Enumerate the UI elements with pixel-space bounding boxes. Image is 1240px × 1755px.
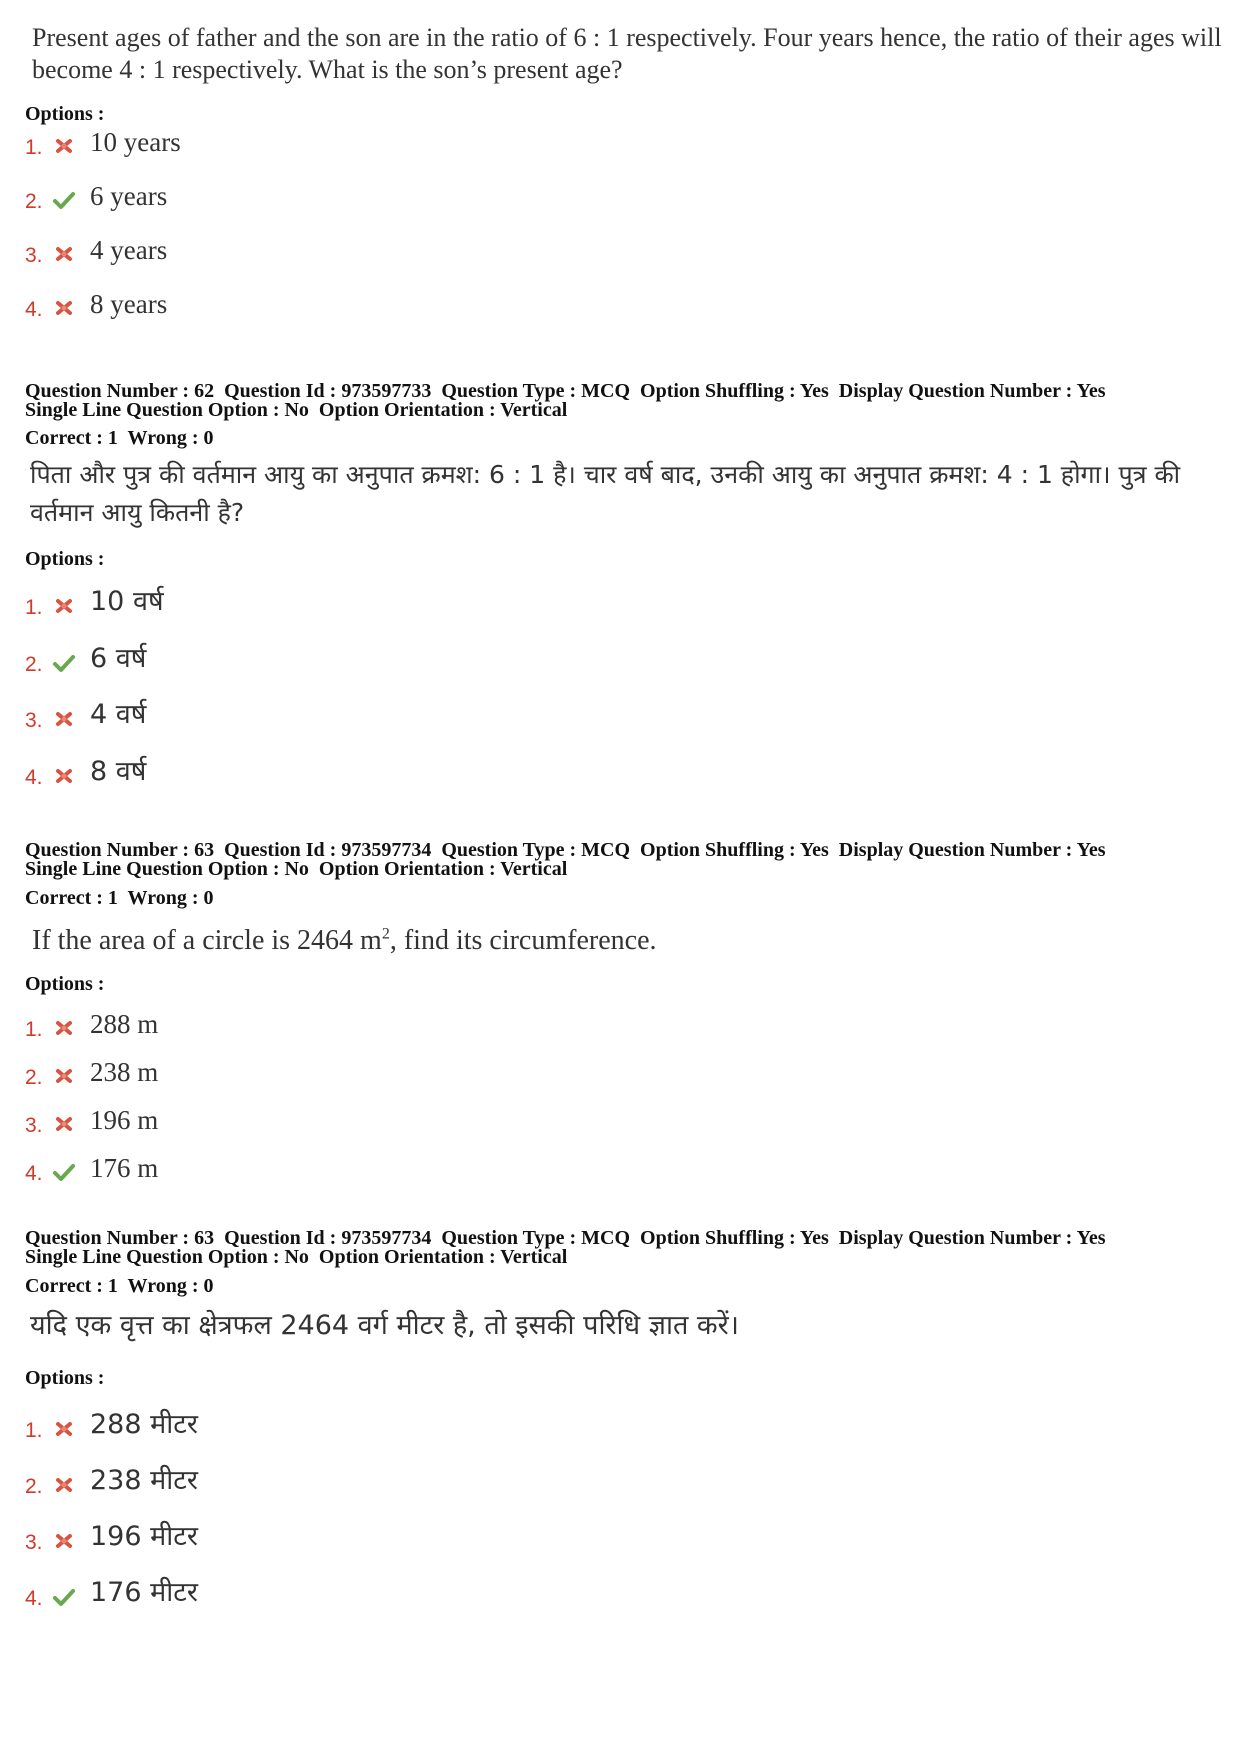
option-number: 1. — [25, 1419, 43, 1442]
option-number: 3. — [25, 244, 43, 267]
option-text: 6 वर्ष — [90, 643, 147, 674]
cross-icon — [52, 1112, 76, 1136]
option-number: 2. — [25, 1066, 43, 1089]
question-63-text-end: , find its circumference. — [389, 925, 657, 956]
option-text: 10 years — [90, 127, 181, 157]
check-icon — [52, 1160, 76, 1184]
options-label: Options : — [25, 103, 105, 125]
option-row — [0, 752, 600, 792]
cross-icon — [52, 1016, 76, 1040]
question-63-hi-meta: Question Number : 63 Question Id : 973597734 Question Type : MCQ Option Shuffling : Yes Display Question Number : Yes — [25, 1227, 1106, 1249]
options-label: Options : — [25, 1367, 105, 1389]
cross-icon — [52, 1064, 76, 1088]
cross-icon — [52, 296, 76, 320]
option-number: 3. — [25, 1114, 43, 1137]
question-63-hi-meta-2: Single Line Question Option : No Option Orientation : Vertical — [25, 1246, 568, 1268]
question-63-text-main: If the area of a circle is 2464 m — [32, 925, 382, 956]
cross-icon — [52, 1417, 76, 1441]
option-number: 4. — [25, 1162, 43, 1185]
option-row — [0, 695, 600, 735]
option-text: 196 मीटर — [90, 1521, 198, 1552]
option-text: 196 m — [90, 1105, 159, 1135]
option-row — [0, 1004, 600, 1044]
cross-icon — [52, 1529, 76, 1553]
option-number: 4. — [25, 298, 43, 321]
option-number: 2. — [25, 653, 43, 676]
option-number: 1. — [25, 596, 43, 619]
question-63-meta: Question Number : 63 Question Id : 973597734 Question Type : MCQ Option Shuffling : Yes Display Question Number : Yes — [25, 839, 1106, 861]
cross-icon — [52, 1473, 76, 1497]
check-icon — [52, 1585, 76, 1609]
option-text: 8 years — [90, 289, 168, 319]
option-row — [0, 1148, 600, 1188]
option-row — [0, 1100, 600, 1140]
option-number: 2. — [25, 1475, 43, 1498]
option-number: 3. — [25, 1531, 43, 1554]
question-63-score: Correct : 1 Wrong : 0 — [25, 887, 214, 909]
option-text: 288 मीटर — [90, 1409, 198, 1440]
question-62-score: Correct : 1 Wrong : 0 — [25, 427, 214, 449]
option-number: 1. — [25, 1018, 43, 1041]
option-number: 1. — [25, 136, 43, 159]
option-row — [0, 639, 600, 679]
option-row — [0, 1517, 600, 1557]
option-row — [0, 1052, 600, 1092]
option-text: 238 मीटर — [90, 1465, 198, 1496]
option-number: 4. — [25, 1587, 43, 1610]
question-62-meta: Question Number : 62 Question Id : 973597733 Question Type : MCQ Option Shuffling : Yes Display Question Number : Yes — [25, 380, 1106, 402]
question-63-text — [32, 925, 657, 957]
cross-icon — [52, 707, 76, 731]
option-row — [0, 582, 600, 622]
option-number: 4. — [25, 766, 43, 789]
option-text: 176 m — [90, 1153, 159, 1183]
option-text: 4 years — [90, 235, 168, 265]
option-row — [0, 1405, 600, 1445]
option-text: 6 years — [90, 181, 168, 211]
option-row — [0, 1461, 600, 1501]
option-number: 3. — [25, 709, 43, 732]
option-number: 2. — [25, 190, 43, 213]
options-label: Options : — [25, 973, 105, 995]
option-text: 238 m — [90, 1057, 159, 1087]
check-icon — [52, 651, 76, 675]
superscript: 2 — [381, 925, 390, 943]
question-63-meta-2: Single Line Question Option : No Option Orientation : Vertical — [25, 858, 568, 880]
option-row — [0, 230, 600, 270]
option-row — [0, 176, 600, 216]
option-text: 10 वर्ष — [90, 586, 164, 617]
options-label: Options : — [25, 548, 105, 570]
option-row — [0, 122, 600, 162]
option-text: 4 वर्ष — [90, 699, 147, 730]
question-63-hi-score: Correct : 1 Wrong : 0 — [25, 1275, 214, 1297]
option-text: 288 m — [90, 1009, 159, 1039]
cross-icon — [52, 764, 76, 788]
option-text: 8 वर्ष — [90, 756, 147, 787]
question-61-text: Present ages of father and the son are in the ratio of 6 : 1 respectively. Four years hence, the ratio of their ages will become 4 : 1 respectively. What is the son’s present age? — [32, 23, 1222, 84]
cross-icon — [52, 242, 76, 266]
question-62-meta-2: Single Line Question Option : No Option Orientation : Vertical — [25, 399, 568, 421]
option-row — [0, 1573, 600, 1613]
cross-icon — [52, 134, 76, 158]
question-62-text: पिता और पुत्र की वर्तमान आयु का अनुपात क्रमश: 6 : 1 है। चार वर्ष बाद, उनकी आयु का अनुपात क्रमश: 4 : 1 होगा। पुत्र की वर्तमान आयु कितनी है? — [30, 460, 1181, 527]
option-text: 176 मीटर — [90, 1577, 198, 1608]
option-row — [0, 284, 600, 324]
cross-icon — [52, 594, 76, 618]
check-icon — [52, 188, 76, 212]
question-63-hi-text: यदि एक वृत्त का क्षेत्रफल 2464 वर्ग मीटर है, तो इसकी परिधि ज्ञात करें। — [30, 1310, 739, 1341]
